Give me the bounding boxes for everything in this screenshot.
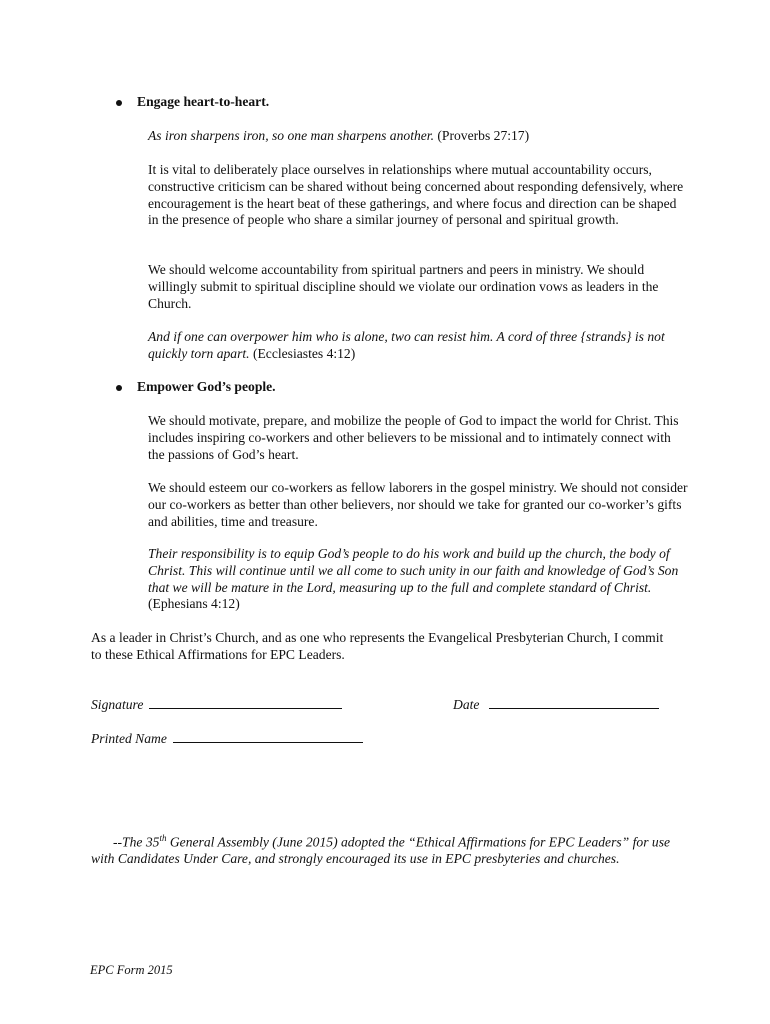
paragraph-welcome-accountability: We should welcome accountability from spiritual partners and peers in ministry. We should willingly submit to spiritual discipline should we violate our ordination vows as leaders in the Church. (148, 262, 659, 311)
paragraph-esteem: We should esteem our co-workers as fellow laborers in the gospel ministry. We should not consider our co-workers as better than other believers, nor should we take for granted our co-worker’s gifts and abilities, time and treasure. (148, 480, 688, 529)
bullet-icon (116, 100, 122, 106)
note-superscript: th (159, 833, 167, 843)
printed-name-field[interactable] (91, 730, 363, 748)
date-label: Date (453, 697, 480, 712)
paragraph-mobilize: We should motivate, prepare, and mobilize the people of God to impact the world for Christ. This includes inspiring co-workers and other believers to be missional and to intimately connect with the passions of God’s heart. (148, 413, 679, 462)
signature-field[interactable] (91, 696, 342, 714)
commitment-statement: As a leader in Christ’s Church, and as one who represents the Evangelical Presbyterian Church, I commit to these Ethical Affirmations for EPC Leaders. (91, 630, 664, 662)
verse-ephesians (148, 546, 688, 613)
verse-reference: (Ephesians 4:12) (148, 596, 240, 612)
bullet-icon (116, 385, 122, 391)
date-field[interactable] (453, 696, 659, 714)
signature-label: Signature (91, 697, 144, 712)
verse-text: As iron sharpens iron, so one man sharpens another. (148, 128, 434, 143)
note-prefix: --The 35 (113, 834, 160, 850)
signature-line[interactable] (149, 696, 342, 709)
verse-text: Their responsibility is to equip God’s people to do his work and build up the church, the body of Christ. This will continue until we all come to such unity in our faith and knowledge of God’s Son that we will be mature in the Lord, measuring up to the full and complete standard of Christ. (148, 546, 679, 595)
verse-text: And if one can overpower him who is alone, two can resist him. A cord of three {strands} is not quickly torn apart. (148, 329, 665, 361)
section-heading-engage: Engage heart-to-heart. (137, 94, 270, 109)
verse-proverbs (148, 128, 688, 145)
verse-ecclesiastes (148, 329, 688, 363)
verse-reference: (Ecclesiastes 4:12) (252, 345, 356, 361)
general-assembly-note (91, 830, 681, 868)
printed-name-line[interactable] (173, 730, 363, 743)
section-heading-empower: Empower God’s people. (137, 379, 276, 394)
form-footer-label: EPC Form 2015 (90, 963, 173, 977)
verse-reference: (Proverbs 27:17) (437, 128, 530, 143)
printed-name-label: Printed Name (91, 731, 167, 746)
paragraph-accountability: It is vital to deliberately place ourselves in relationships where mutual accountability occurs, constructive criticism can be shared without being concerned about responding defensively, where encouragement is the heart beat of these gatherings, and where focus and direction can be shaped in the presence of people who share a similar journey of personal and spiritual growth. (148, 162, 684, 228)
note-text: General Assembly (June 2015) adopted the “Ethical Affirmations for EPC Leaders” for use with Candidates Under Care, and strongly encouraged its use in EPC presbyteries and churches. (91, 834, 671, 867)
date-line[interactable] (489, 696, 659, 709)
